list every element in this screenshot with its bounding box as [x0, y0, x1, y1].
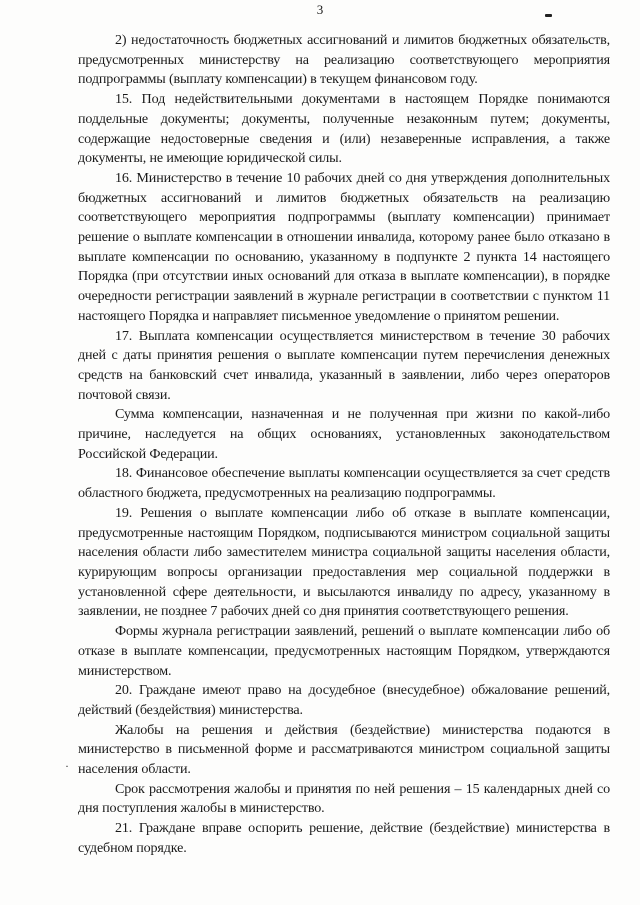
paragraph-18: 18. Финансовое обеспечение выплаты компенсации осуществляется за счет средств областного бюджета, предусмотренных на реализацию подпрограммы.	[78, 465, 610, 502]
paragraph-16: 16. Министерство в течение 10 рабочих дней со дня утверждения дополнительных бюджетных ассигнований и лимитов бюджетных обязательств на реализацию соответствующего мероприятия подпрограммы (выплату компенсации) принимает решение о выплате компенсации в отношении инвалида, которому ранее было отказано в выплате компенсации по основанию, указанному в подпункте 2 пункта 14 настоящего Порядка (при отсутствии иных оснований для отказа в выплате компенсации), в порядке очередности регистрации заявлений в журнале регистрации в соответствии с пунктом 11 настоящего Порядка и направляет письменное уведомление о принятом решении.	[78, 169, 610, 324]
paragraph-19-forms: Формы журнала регистрации заявлений, решений о выплате компенсации либо об отказе в выплате компенсации, предусмотренных настоящим Порядком, утверждаются министерством.	[78, 623, 610, 679]
scan-mark	[545, 14, 552, 17]
paragraph-17-inheritance: Сумма компенсации, назначенная и не полученная при жизни по какой-либо причине, наследуется на общих основаниях, установленных законодательством Российской Федерации.	[78, 406, 610, 462]
paragraph-21: 21. Граждане вправе оспорить решение, действие (бездействие) министерства в судебном порядке.	[78, 820, 610, 856]
paragraph-item-2-of-14: 2) недостаточность бюджетных ассигнований и лимитов бюджетных обязательств, предусмотренных министерству на реализацию соответствующего мероприятия подпрограммы (выплату компенсации) в текущем финансовом году.	[78, 32, 610, 88]
paragraph-17: 17. Выплата компенсации осуществляется министерством в течение 30 рабочих дней с даты принятия решения о выплате компенсации путем перечисления денежных средств на банковский счет инвалида, указанный в заявлении, либо через операторов почтовой связи.	[78, 327, 610, 403]
page-number: 3	[316, 2, 324, 17]
paragraph-19: 19. Решения о выплате компенсации либо об отказе в выплате компенсации, предусмотренные настоящим Порядком, подписываются министром социальной защиты населения области либо заместителем министра социальной защиты населения области, курирующим вопросы организации предоставления мер социальной поддержки в установленной сфере деятельности, и высылаются инвалиду по адресу, указанному в заявлении, не позднее 7 рабочих дней со дня принятия соответствующего решения.	[78, 504, 610, 620]
margin-mark: ·	[65, 759, 69, 773]
paragraph-20-term: Срок рассмотрения жалобы и принятия по ней решения – 15 календарных дней со дня поступления жалобы в министерство.	[78, 780, 610, 817]
paragraph-20: 20. Граждане имеют право на досудебное (внесудебное) обжалование решений, действий (бездействия) министерства.	[78, 682, 610, 718]
document-body	[78, 31, 610, 859]
paragraph-15: 15. Под недействительными документами в настоящем Порядке понимаются поддельные документы; документы, полученные незаконным путем; документы, содержащие недостоверные сведения и (или) незаверенные исправления, а также документы, не имеющие юридической силы.	[78, 91, 610, 167]
paragraph-20-complaints: Жалобы на решения и действия (бездействие) министерства подаются в министерство в письменной форме и рассматриваются министром социальной защиты населения области.	[78, 721, 610, 778]
